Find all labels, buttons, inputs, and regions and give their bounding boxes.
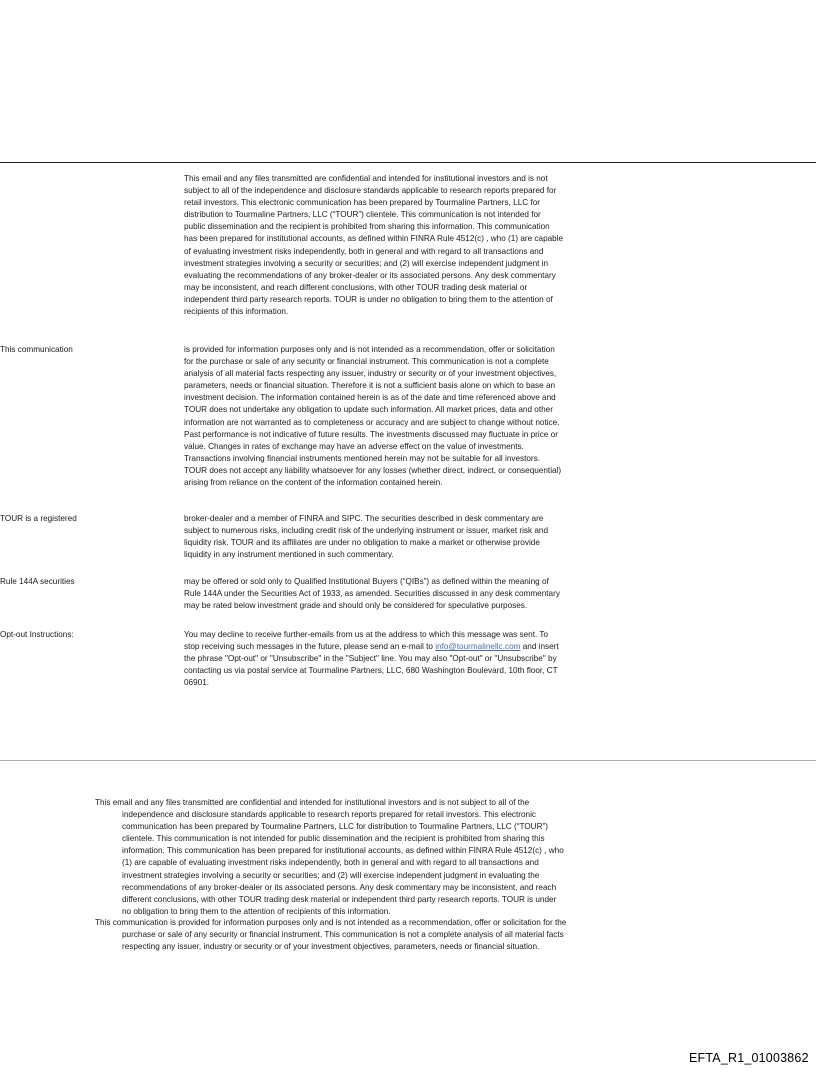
text-line: parameters, needs or financial situation. Therefore it is not a sufficient basis alone on which to base an [184,381,556,391]
text-line: arising from reliance on the content of the information contained herein. [184,478,443,488]
text-line: distribution to Tourmaline Partners, LLC (“TOUR”) clientele. This communication is not intended for [184,210,541,220]
text-line: analysis of all material facts respecting any issuer, industry or security or of your investment objectives, [184,369,557,379]
text-line: recommendations of any broker-dealer or its associated persons. Any desk commentary may be inconsistent, and reach [122,882,557,892]
text-line: information are not warranted as to completeness or accuracy and are subject to change without notice. [184,417,560,427]
document-id: EFTA_R1_01003862 [689,1051,809,1065]
text-line: investment decision. The information contained herein is as of the date and time referenced above and [184,393,556,403]
text-line: purchase or sale of any security or financial instrument. This communication is not a complete analysis of all material facts [122,930,564,940]
paragraph-lead: This communication [0,345,73,354]
disclaimer-broker-dealer-paragraph [0,513,548,561]
text-line: for the purchase or sale of any security or financial instrument. This communication is not a complete [184,357,549,367]
text-line [0,641,559,653]
text-line: of evaluating investment risks independently, both in general and with regard to all transactions and [184,246,544,256]
text-line: communication has been prepared by Tourmaline Partners, LLC for distribution to Tourmaline Partners, LLC (“TOUR”) [122,822,548,832]
text-line: independent third party research reports. TOUR is under no obligation to bring them to the attention of [184,294,553,304]
text-line: independence and disclosure standards applicable to research reports prepared for retail investors. This electronic [122,810,537,820]
text-line: TOUR does not accept any liability whatsoever for any losses (whether direct, indirect, or consequential) [184,465,562,475]
repeated-information-purposes-paragraph [0,917,566,953]
text-line: value. Changes in rates of exchange may have an adverse effect on the value of investments. [184,441,524,451]
text-line: public dissemination and the recipient is prohibited from sharing this information. This communication [184,222,550,232]
repeated-confidentiality-paragraph [0,797,564,918]
text-line: liquidity in any instrument mentioned in such commentary. [184,550,394,560]
text-line: investment strategies involving a security or securities; and (2) will exercise independent judgment in [184,258,549,268]
text-line [0,513,548,525]
text-line: investment strategies involving a security or securities; and (2) will exercise independent judgment in evaluating the [122,870,540,880]
text-fragment: and insert [520,642,559,652]
text-line-body: may be offered or sold only to Qualified Institutional Buyers (“QIBs”) as defined within the meaning of [184,577,549,586]
paragraph-lead: Rule 144A securities [0,577,75,586]
text-line-body: broker-dealer and a member of FINRA and SIPC. The securities described in desk commentary are [184,514,544,523]
paragraph-lead: Opt-out Instructions: [0,630,74,639]
text-line: liquidity risk. TOUR and its affiliates are under no obligation to make a market or otherwise provide [184,538,540,548]
text-line: the phrase "Opt-out" or "Unsubscribe" in the "Subject" line. You may also "Opt-out" or "Unsubscribe" by [184,654,557,664]
text-line: contacting us via postal service at Tourmaline Partners, LLC, 680 Washington Boulevard, 10th floor, CT [184,666,558,676]
disclaimer-opt-out-paragraph [0,629,559,689]
text-line: (1) are capable of evaluating investment risks independently, both in general and with regard to all transactions and [122,858,539,868]
text-line [0,629,559,641]
text-line [0,576,560,588]
text-line: evaluating the recommendations of any broker-dealer or its associated persons. Any desk commentary [184,270,556,280]
text-line: subject to numerous risks, including credit risk of the underlying instrument or issuer, market risk and [184,526,549,536]
text-line: may be inconsistent, and reach different conclusions, with other TOUR trading desk material or [184,282,528,292]
text-line: no obligation to bring them to the attention of recipients of this information. [122,906,391,916]
text-line: may be rated below investment grade and should only be considered for speculative purposes. [184,601,528,611]
text-line: 06901. [184,678,210,688]
text-line: subject to all of the independence and disclosure standards applicable to research reports prepared for [184,186,557,196]
opt-out-email-link[interactable]: info@tourmalinellc.com [435,642,521,652]
text-line: Rule 144A under the Securities Act of 1933, as amended. Securities discussed in any desk commentary [184,589,560,599]
paragraph-lead: TOUR is a registered [0,514,77,523]
text-line: TOUR does not undertake any obligation to update such information. All market prices, data and other [184,405,553,415]
text-line [0,344,561,356]
disclaimer-information-purposes-paragraph [0,344,561,489]
text-line: This email and any files transmitted are confidential and intended for institutional investors and is not [184,174,548,183]
disclaimer-confidentiality-paragraph [0,173,563,318]
text-line: retail investors. This electronic communication has been prepared by Tourmaline Partners, LLC for [184,198,541,208]
text-line: Past performance is not indicative of future results. The investments discussed may fluctuate in price or [184,429,558,439]
text-line: This communication is provided for information purposes only and is not intended as a recommendation, offer or solicitation for the [95,918,567,927]
disclaimer-rule-144a-paragraph [0,576,560,612]
text-line: respecting any issuer, industry or security or of your investment objectives, parameters, needs or financial situation. [122,942,540,952]
text-line: Transactions involving financial instruments mentioned herein may not be suitable for all investors. [184,453,541,463]
text-line: information. This communication has been prepared for institutional accounts, as defined within FINRA Rule 4512(c) , who [122,846,564,856]
text-line: clientele. This communication is not intended for public dissemination and the recipient is prohibited from sharing this [122,834,545,844]
text-line: This email and any files transmitted are confidential and intended for institutional investors and is not subject to all of the [95,798,530,807]
text-line-body: is provided for information purposes only and is not intended as a recommendation, offer or solicitation [184,345,555,354]
text-fragment: stop receiving such messages in the future, please send an e-mail to [184,642,436,652]
top-divider [0,162,816,163]
text-line: has been prepared for institutional accounts, as defined within FINRA Rule 4512(c) , who (1) are capable [184,234,564,244]
text-line-body: You may decline to receive further-emails from us at the address to which this message was sent. To [184,630,549,639]
section-divider [0,760,816,761]
text-line: different conclusions, with other TOUR trading desk material or independent third party research reports. TOUR is under [122,894,557,904]
text-line: recipients of this information. [184,307,289,317]
